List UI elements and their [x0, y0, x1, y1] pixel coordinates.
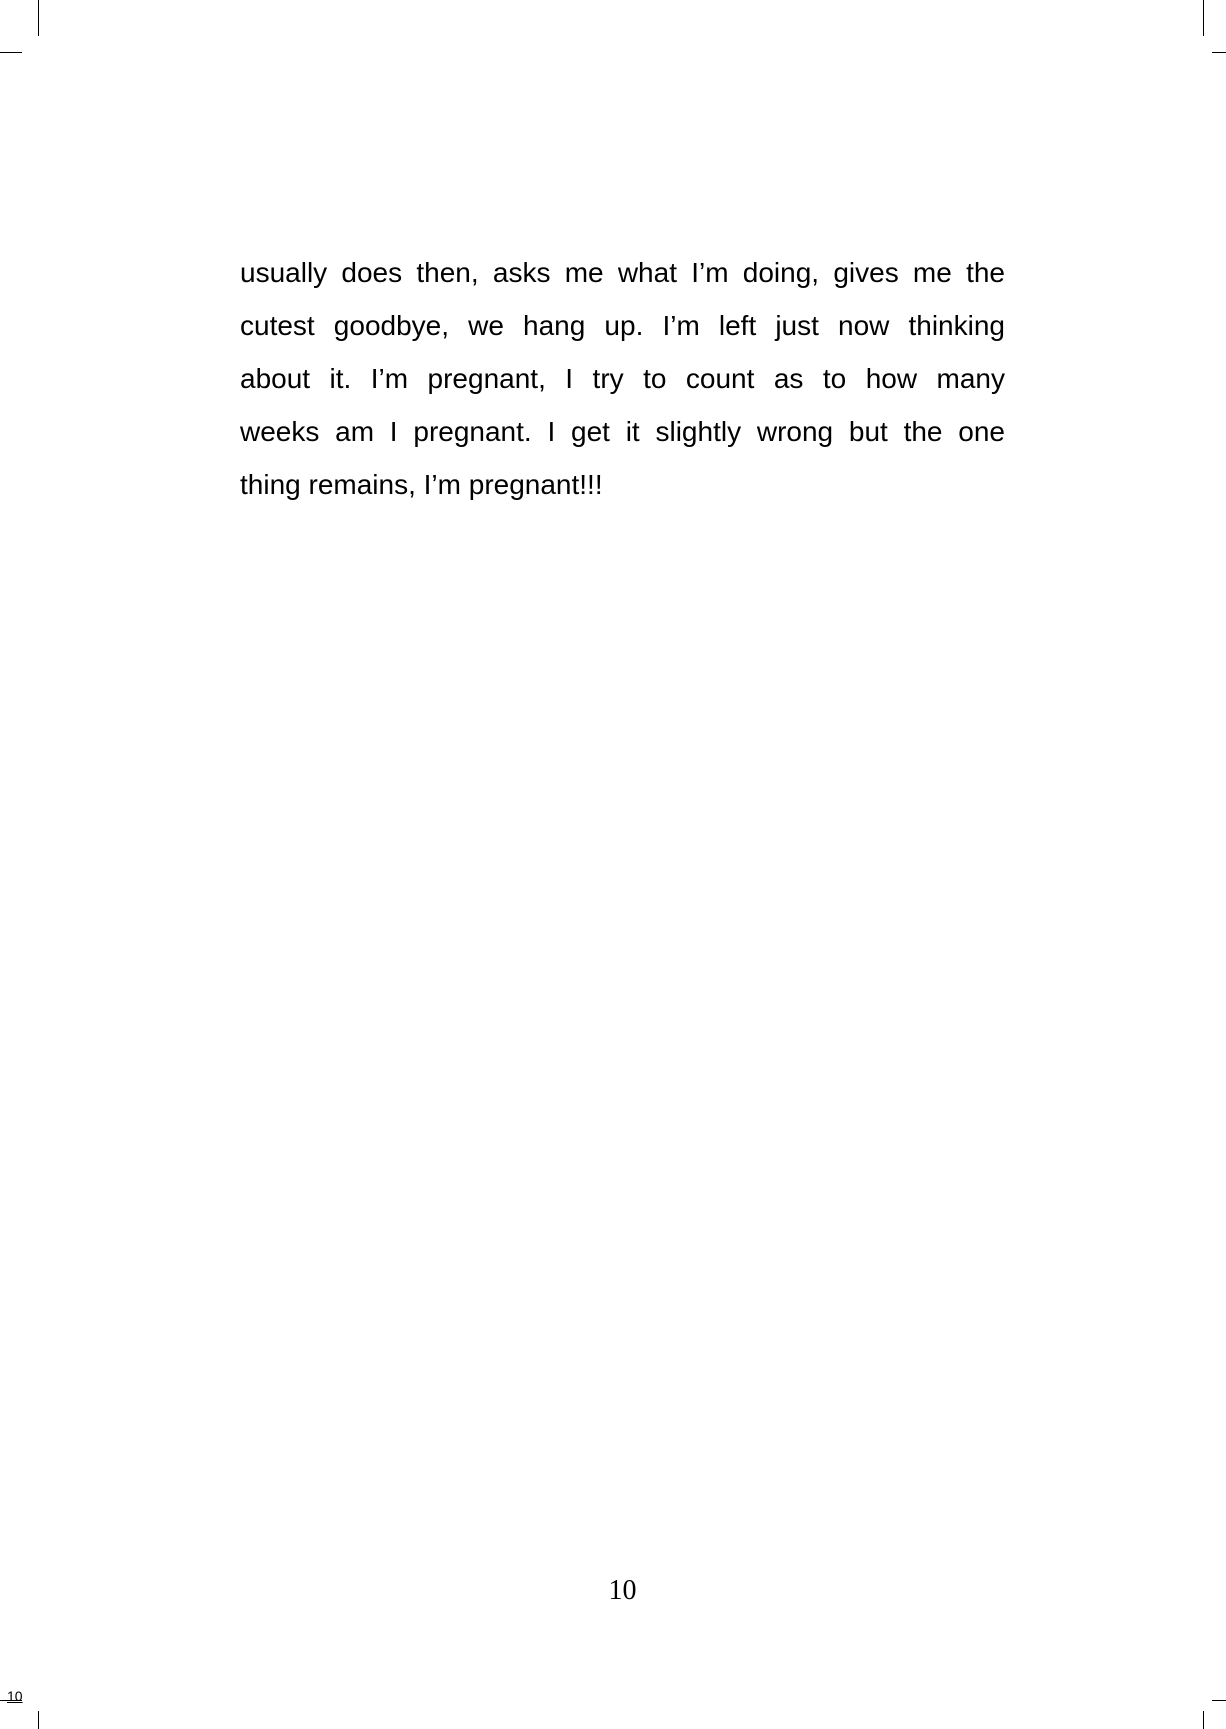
- body-paragraph: [240, 252, 1005, 517]
- crop-mark-bottom-left-vertical: [38, 1711, 39, 1729]
- crop-mark-top-right-horizontal: [1212, 52, 1226, 53]
- body-text-line: weeks am I pregnant. I get it slightly wrong but the one: [240, 416, 1005, 447]
- body-text-line: cutest goodbye, we hang up. I’m left just now thinking: [240, 310, 1005, 341]
- body-text-line: thing remains, I’m pregnant!!!: [240, 469, 603, 500]
- crop-mark-top-right-vertical: [1203, 0, 1204, 36]
- crop-mark-bottom-right-vertical: [1203, 1711, 1204, 1729]
- page-number: 10: [608, 1575, 637, 1606]
- body-text-line: usually does then, asks me what I’m doing, gives me the: [240, 257, 1005, 288]
- slug-page-number: 10: [7, 1688, 23, 1704]
- crop-mark-bottom-right-horizontal: [1212, 1700, 1226, 1701]
- crop-mark-top-left-vertical: [38, 0, 39, 36]
- body-text-line: about it. I’m pregnant, I try to count as to how many: [240, 363, 1005, 394]
- crop-mark-top-left-horizontal: [0, 52, 22, 53]
